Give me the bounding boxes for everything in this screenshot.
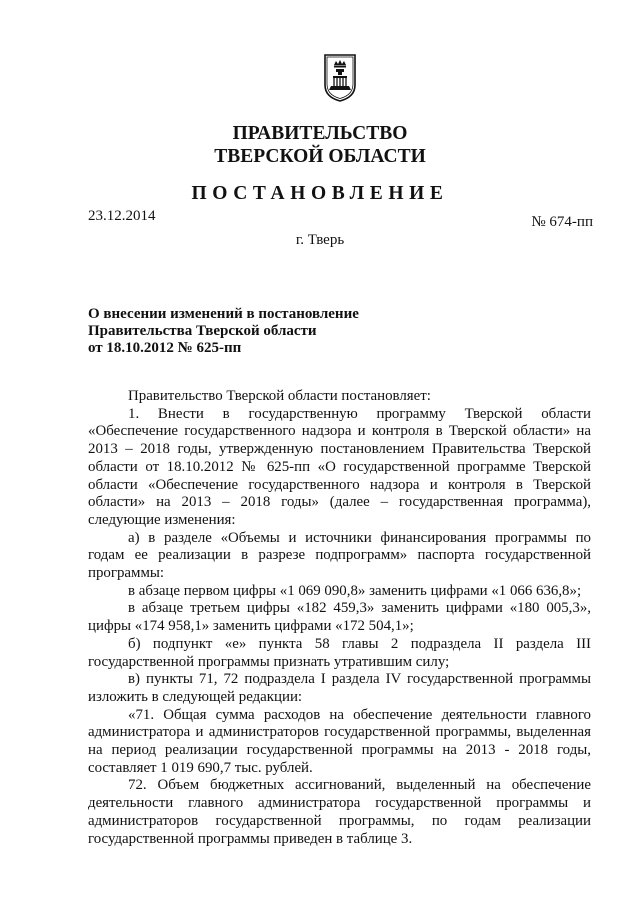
document-subject	[88, 306, 508, 357]
body-paragraph: Правительство Тверской области постановляет:	[128, 388, 431, 404]
subject-line: Правительства Тверской области	[88, 323, 317, 339]
organization-name-line2: ТВЕРСКОЙ ОБЛАСТИ	[214, 146, 426, 167]
body-paragraph: в абзаце третьем цифры «182 459,3» заменить цифрами «180 005,3», цифры «174 958,1» заменить цифрами «172 504,1»;	[88, 600, 591, 635]
body-paragraph: «71. Общая сумма расходов на обеспечение деятельности главного администратора и администраторов государственной программы, выделенная на период реализации государственной программы на 2013 - 2018 годы, составляет 1 019 690,7 тыс. рублей.	[88, 706, 591, 776]
document-date: 23.12.2014	[88, 208, 156, 224]
document-city: г. Тверь	[295, 232, 345, 248]
body-paragraph: в) пункты 71, 72 подраздела I раздела IV государственной программы изложить в следующей редакции:	[88, 671, 591, 705]
body-paragraph: в абзаце первом цифры «1 069 090,8» заменить цифрами «1 066 636,8»;	[128, 582, 582, 599]
subject-line: от 18.10.2012 № 625-пп	[88, 340, 242, 356]
subject-line: О внесении изменений в постановление	[88, 306, 359, 322]
document-type: ПОСТАНОВЛЕНИЕ	[191, 183, 449, 204]
document-body	[88, 388, 591, 848]
body-paragraph: а) в разделе «Объемы и источники финансирования программы по годам ее реализации в разрезе подпрограмм» паспорта государственной программы:	[88, 529, 591, 582]
body-paragraph: 72. Объем бюджетных ассигнований, выделенный на обеспечение деятельности главного администратора государственной программы и администраторов государственной программы, по годам реализации государственной программы приведен в таблице 3.	[88, 777, 591, 847]
body-paragraph: 1. Внести в государственную программу Тверской области «Обеспечение государственного надзора и контроля в Тверской области» на 2013 – 2018 годы, утвержденную постановлением Правительства Тверской области от 18.10.2012 № 625-пп «О государственной программе Тверской области «Обеспечение государственного надзора и контроля в Тверской области» на 2013 – 2018 годы» (далее – государственная программа), следующие изменения:	[88, 405, 591, 528]
body-paragraph: б) подпункт «е» пункта 58 главы 2 подраздела II раздела III государственной программы признать утратившим силу;	[88, 635, 591, 670]
document-number: № 674-пп	[531, 214, 593, 230]
organization-name-line1: ПРАВИТЕЛЬСТВО	[232, 123, 408, 144]
coat-of-arms-icon	[323, 53, 357, 103]
